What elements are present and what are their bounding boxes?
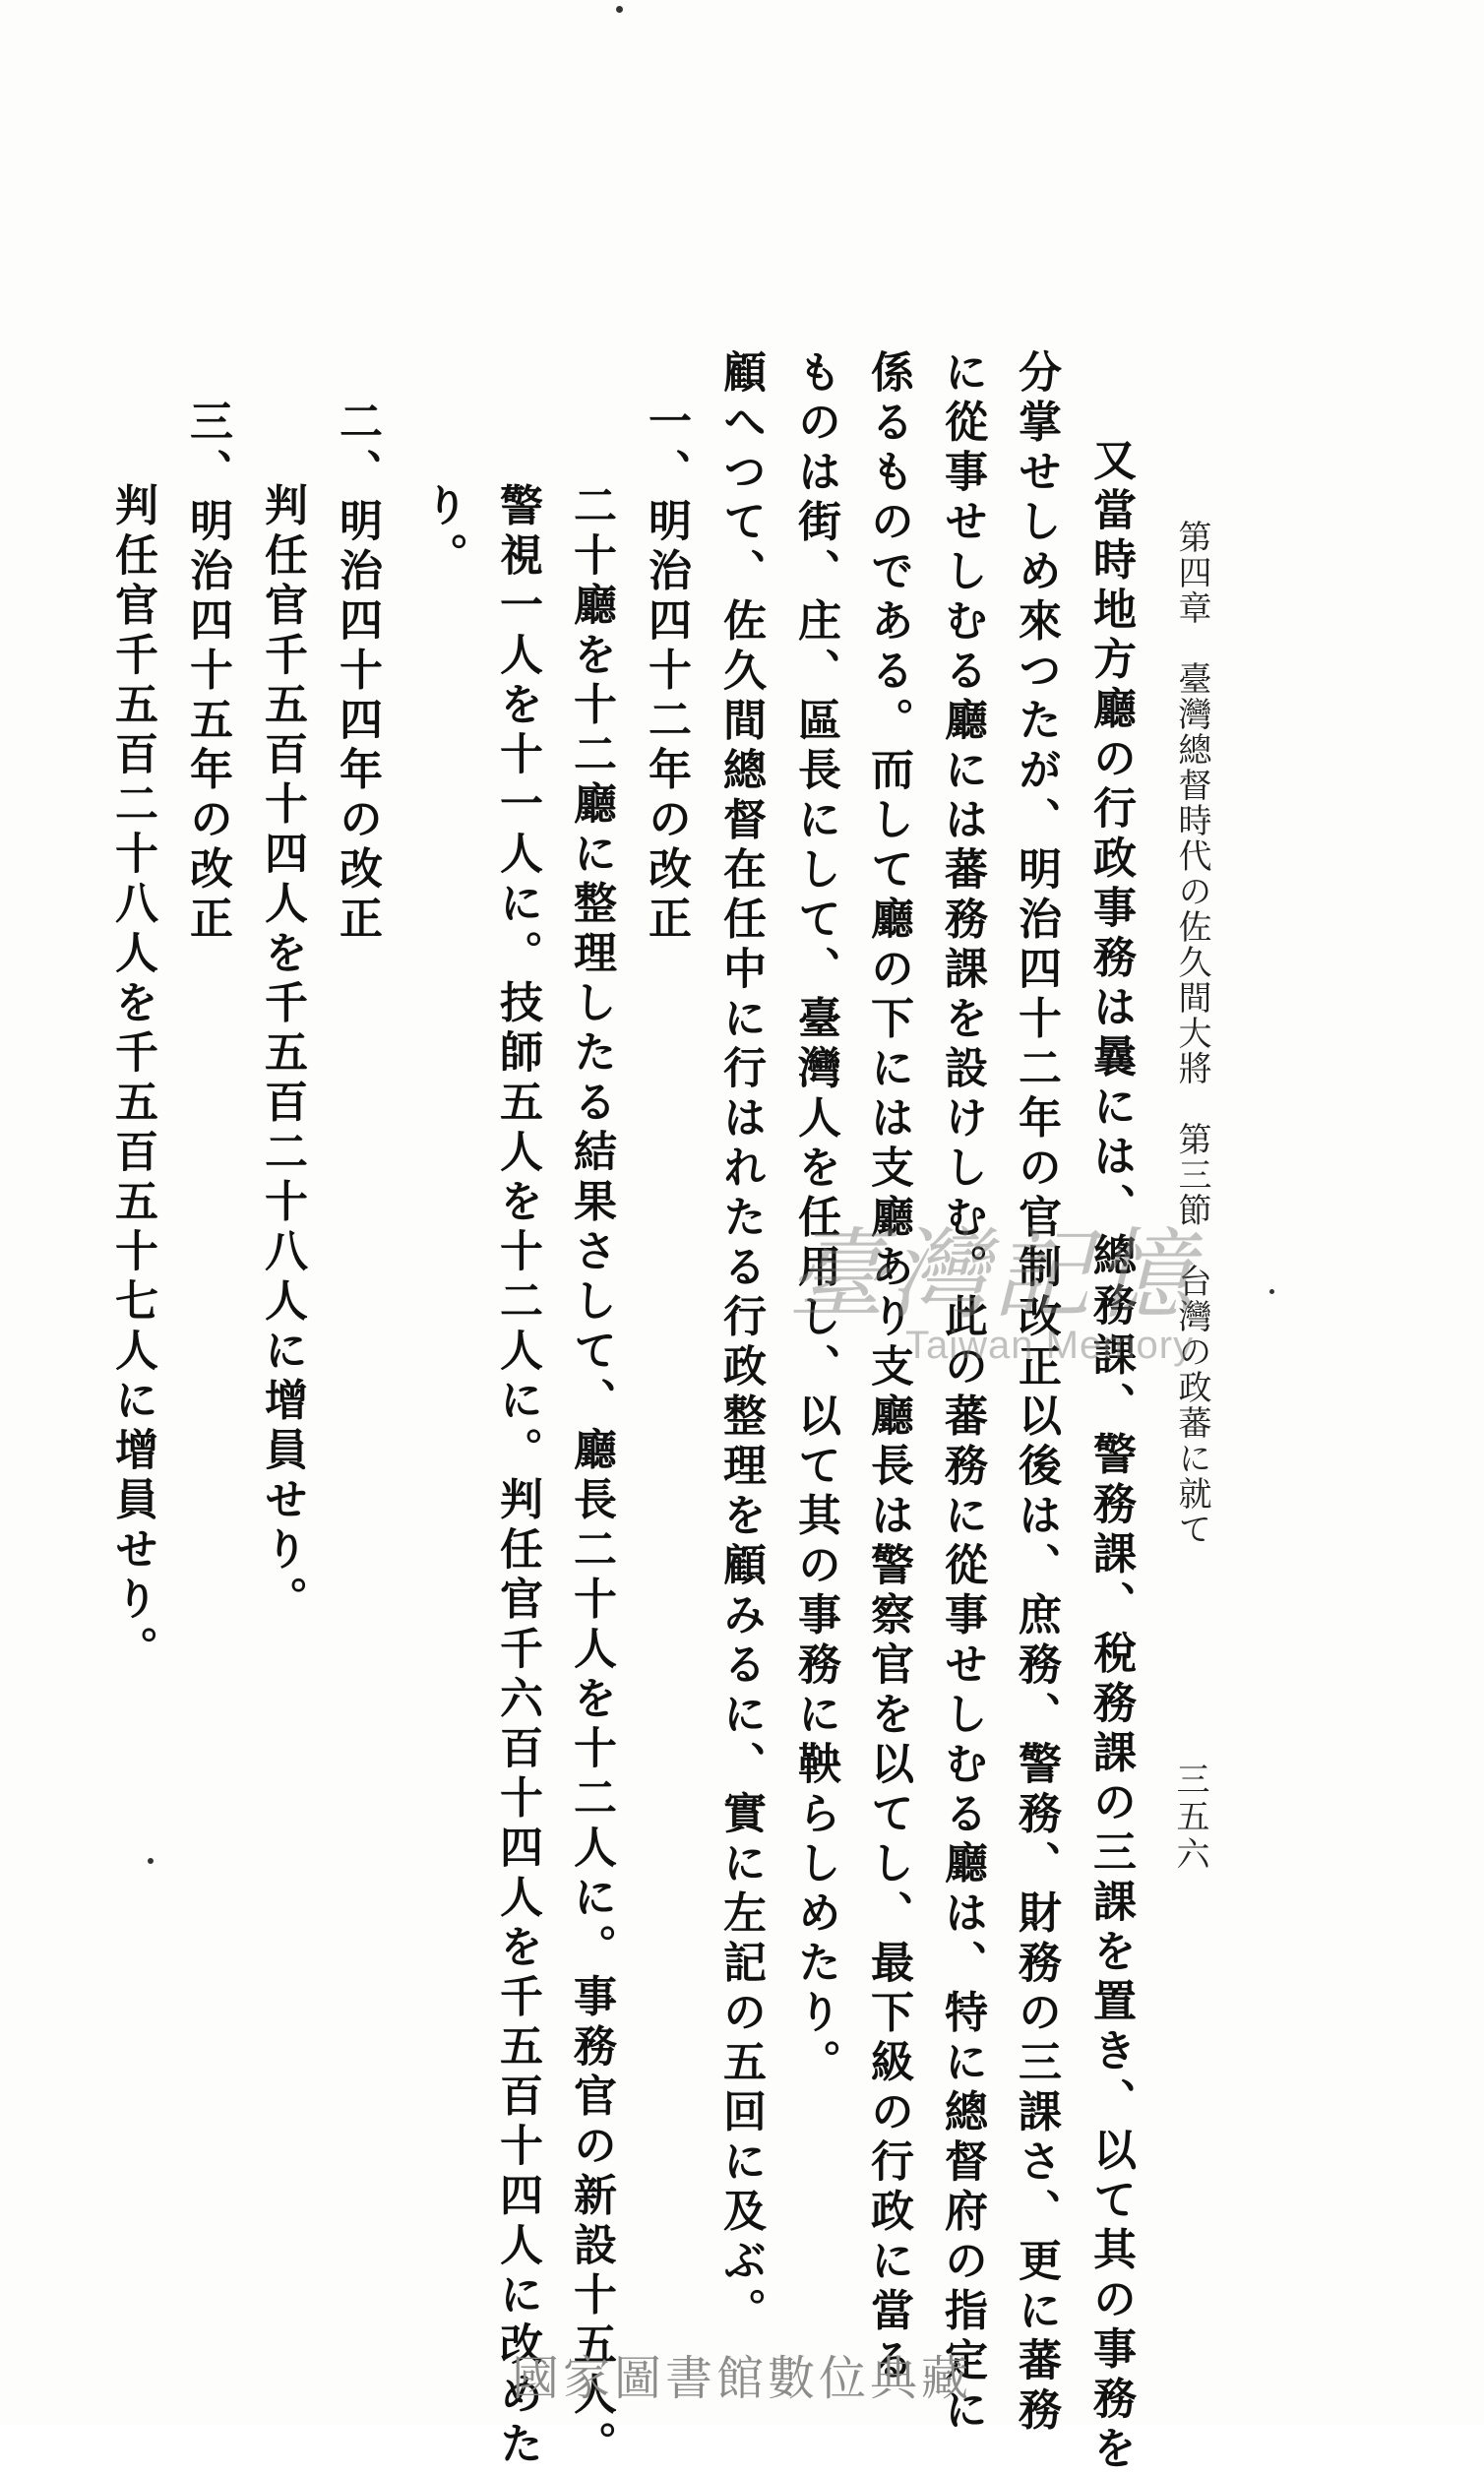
text-line-14: 判任官千五百二十八人を千五百五十七人に增員せり。: [107, 433, 157, 1676]
text-line-9: 警視一人を十一人に。技師五人を十二人に。判任官千六百十四人を千五百十四人に改めた: [492, 433, 542, 2471]
list-heading-3: 三、明治四十五年の改正: [182, 399, 232, 946]
text-line-8: 二十廳を十二廳に整理したる結果さして、廳長二十人を十二人に。事務官の新設十五人。: [566, 433, 616, 2471]
text-line-12: 判任官千五百十四人を千五百二十八人に增員せり。: [257, 433, 307, 1626]
scan-speck: [148, 1858, 154, 1864]
text-line-5: ものは街、庄、區長にして、臺灣人を任用し、以て其の事務に鞅らしめたり。: [790, 349, 840, 2089]
text-line-3: に從事せしむる廳には蕃務課を設けしむ。此の蕃務に從事せしむる廳は、特に總督府の指定に: [937, 349, 987, 2437]
watermark-latin-text: Taiwan Memory: [905, 1324, 1195, 1367]
text-line-1: 又當時地方廳の行政事務は曩には、總務課、警務課、稅務課の三課を置き、以て其の事務を: [1085, 388, 1136, 2475]
watermark-text: 臺灣記憶: [787, 1217, 1197, 1332]
archive-footer: 國家圖書館數位典藏: [511, 2351, 972, 2406]
text-line-10: り。: [417, 433, 467, 583]
text-line-6: 顧へつて、佐久間總督在任中に行はれたる行政整理を顧みるに、實に左記の五回に及ぶ。: [715, 349, 766, 2337]
scan-speck: [616, 6, 623, 13]
running-header: 第四章 臺灣總督時代の佐久間大將 第三節 台灣の政蕃に就て: [1172, 520, 1211, 1547]
text-line-4: 係るものである。而して廳の下には支廳あり支廳長は警察官を以てし、最下級の行政に當る: [863, 349, 913, 2387]
text-line-2: 分掌せしめ來つたが、明治四十二年の官制改正以後は、庶務、警務、財務の三課さ、更に蕃務: [1011, 349, 1061, 2437]
list-heading-2: 二、明治四十四年の改正: [332, 399, 382, 946]
list-heading-1: 一、明治四十二年の改正: [641, 399, 691, 946]
page-number: 三五六: [1170, 1762, 1209, 1874]
scan-speck: [1269, 1289, 1274, 1294]
